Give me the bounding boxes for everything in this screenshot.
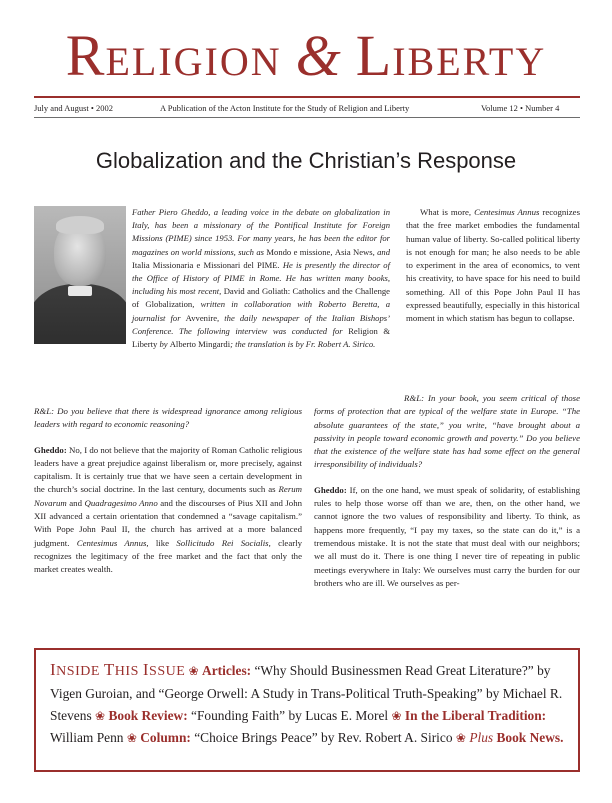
masthead-rule-top: [34, 96, 580, 98]
issue-date: July and August • 2002: [34, 103, 114, 113]
question-2: R&L: In your book, you seem critical of those forms of protection that are typical of the welfare state in Europe. “The absolute guarantees of the state,” you write, “have brought about a passivity in people toward economic growth and poverty.” Do you believe that the existence of the welfare state has had some effect on the general irresponsibility of individuals?: [314, 393, 580, 470]
articles-label: Articles:: [202, 663, 252, 678]
ornament-icon: ❀: [95, 709, 106, 723]
inside-this-issue-box: [34, 648, 580, 772]
book-news-label: Book News.: [496, 730, 564, 745]
column-label: Column:: [140, 730, 191, 745]
article-headline: Globalization and the Christian’s Response: [95, 148, 517, 173]
column-right: [314, 392, 580, 590]
issue-volume: Volume 12 • Number 4: [481, 103, 560, 113]
liberal-tradition-label: In the Liberal Tradition:: [404, 708, 547, 723]
answer-2: Gheddo: If, on the one hand, we must speak of solidarity, of establishing rules to help those worse off than we are, then, on the other hand, we cannot ignore the two values of responsibility and liberty. To think, as happens more frequently, “I pay my taxes, so the state can do it,” is a tremendous mistake. It is not the state that must deal with our neighbors; we all must do it. There is one thing I never tire of repeating in public meetings everywhere in Italy: We ourselves must carry the burden for our brothers who are ill. We ourselves as per-: [314, 484, 580, 588]
masthead-rule-bottom: [34, 117, 580, 118]
ornament-icon: ❀: [455, 731, 466, 745]
ornament-icon: ❀: [188, 664, 199, 678]
column-right-top: [406, 206, 580, 326]
paragraph-centesimus: What is more, Centesimus Annus recognizes that the free market embodies the fundamental human value of liberty. So-called political liberty is not enough for man; he also needs to be able to experiment in the area of economics, to vent his creativity, to have space for his need to build something. All of this Pope John Paul II has expressed beautifully, especially in this historical moment in which statism has begun to collapse.: [406, 207, 581, 324]
book-review-text: “Founding Faith” by Lucas E. Morel: [187, 708, 392, 723]
question-1: R&L: Do you believe that there is widespread ignorance among religious leaders with regard to economic reasoning?: [34, 406, 302, 430]
articles-text: “Why Should Businessmen Read Great Literature?” by Vigen Guroian, and “George Orwell: A Study in Trans-Political Truth-Speaking” by Michael R. Stevens: [50, 663, 563, 723]
inside-heading: INSIDE THIS ISSUE: [50, 660, 186, 679]
publisher-line: A Publication of the Acton Institute for the Study of Religion and Liberty: [160, 103, 410, 113]
masthead-title: RELIGION & LIBERTY: [65, 23, 547, 88]
answer-1: Gheddo: No, I do not believe that the majority of Roman Catholic religious leaders have a great prejudice against liberalism or, more precisely, against capitalism. It is certainly true that we have seen a certain development in the church’s social doctrine. In the last century, documents such as Rerum Novarum and Quadragesimo Anno and the discourses of Pius XII and John XII advanced a certain orientation that condemned a “savage capitalism.” With Pope John Paul II, the church has arrived at a more balanced judgment. Centesimus Annus, like Sollicitudo Rei Socialis, clearly recognizes the legitimacy of the free market and the fact that only the market creates wealth.: [34, 444, 302, 575]
plus-label: Plus: [469, 730, 494, 745]
ornament-icon: ❀: [126, 731, 137, 745]
article-intro: Father Piero Gheddo, a leading voice in the debate on globalization in Italy, has been a missionary of the Pontifical Institute for Foreign Missions (PIME) since 1953. For many years, he has been the editor for magazines on world missions, such as Mondo e missione, Asia News, and Italia Missionaria e Missionari del PIME. He is presently the director of the Office of History of PIME in Rome. He has written many books, including his most recent, David and Goliath: Catholics and the Challenge of Globalization, written in collaboration with Roberto Beretta, a journalist for Avvenire, the daily newspaper of the Italian Bishops’ Conference. The following interview was conducted for Religion & Liberty by Alberto Mingardi; the translation is by Fr. Robert A. Sirico.: [132, 207, 391, 350]
ornament-icon: ❀: [391, 709, 402, 723]
column-left: [34, 405, 302, 577]
book-review-label: Book Review:: [108, 708, 188, 723]
liberal-tradition-text: William Penn: [50, 730, 127, 745]
column-text: “Choice Brings Peace” by Rev. Robert A. Sirico: [190, 730, 456, 745]
